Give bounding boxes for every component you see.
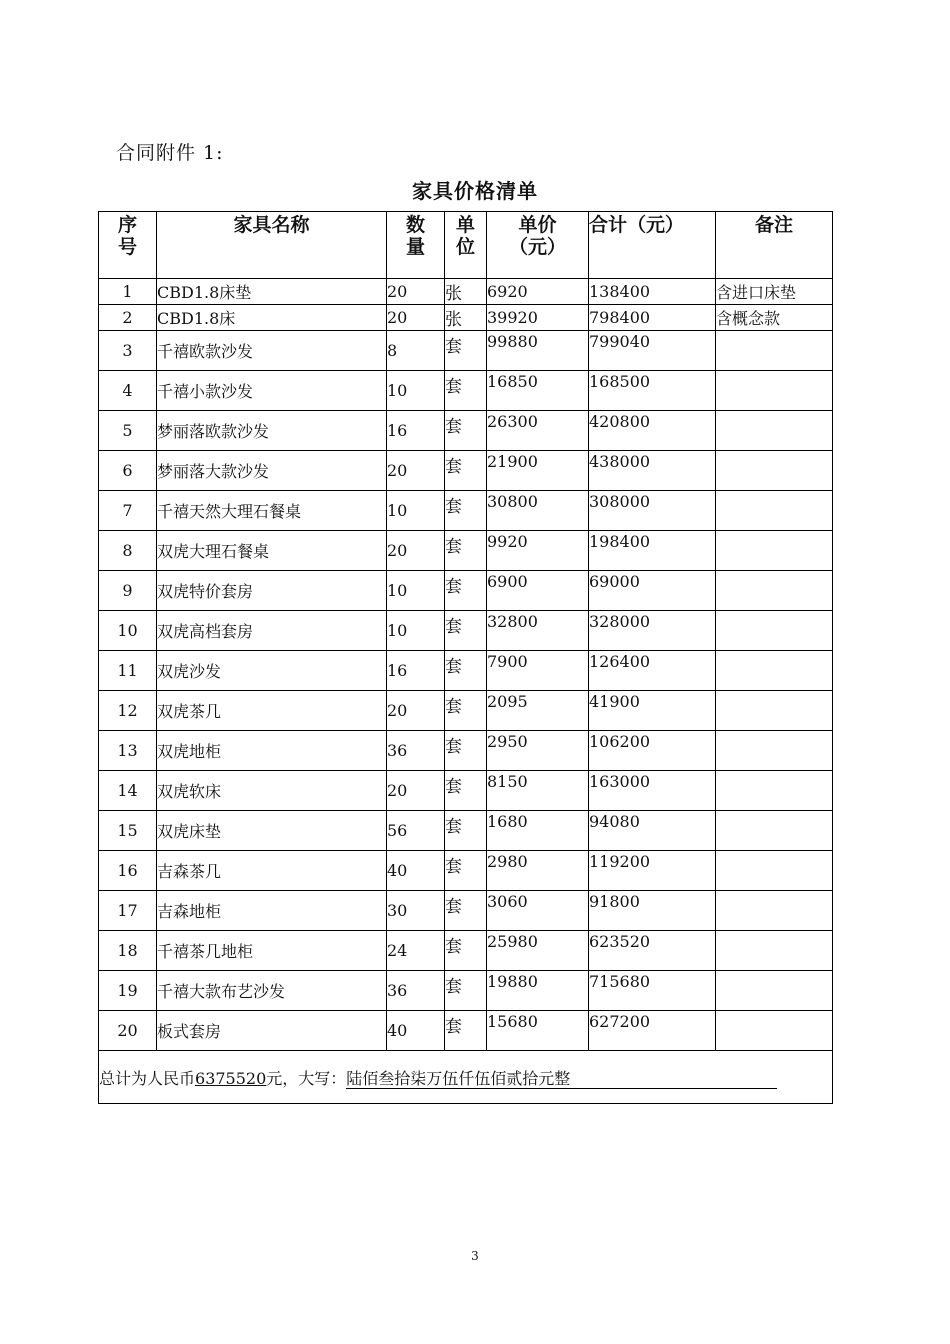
cell-unit-price: 6900: [487, 571, 589, 611]
cell-unit-price: 6920: [487, 279, 589, 305]
cell-unit: 套: [445, 411, 487, 451]
cell-unit-price: 26300: [487, 411, 589, 451]
summary-prefix: 总计为人民币: [99, 1068, 196, 1088]
cell-total: 328000: [589, 611, 716, 651]
cell-unit-price: 2980: [487, 851, 589, 891]
cell-quantity: 20: [387, 279, 445, 305]
cell-note: 含进口床垫: [716, 279, 833, 305]
cell-quantity: 20: [387, 531, 445, 571]
table-row: [99, 691, 833, 731]
header-index-line1: 序: [117, 214, 137, 236]
cell-unit: 套: [445, 531, 487, 571]
table-header-row: [99, 212, 833, 279]
table-row: [99, 771, 833, 811]
cell-note: 含概念款: [716, 305, 833, 331]
cell-total: 438000: [589, 451, 716, 491]
cell-note: [716, 691, 833, 731]
cell-quantity: 20: [387, 305, 445, 331]
cell-total: 106200: [589, 731, 716, 771]
cell-name: 双虎茶几: [157, 691, 387, 731]
cell-unit: 套: [445, 731, 487, 771]
table-row: [99, 451, 833, 491]
cell-unit-price: 19880: [487, 971, 589, 1011]
cell-unit: 套: [445, 1011, 487, 1051]
cell-unit-price: 8150: [487, 771, 589, 811]
cell-name: 吉森茶几: [157, 851, 387, 891]
table-row: [99, 851, 833, 891]
cell-note: [716, 1011, 833, 1051]
cell-quantity: 10: [387, 491, 445, 531]
cell-unit: 套: [445, 571, 487, 611]
table-row: [99, 931, 833, 971]
cell-total: 627200: [589, 1011, 716, 1051]
cell-total: 198400: [589, 531, 716, 571]
document-title: 家具价格清单: [412, 179, 538, 203]
cell-index: 14: [99, 771, 157, 811]
cell-note: [716, 611, 833, 651]
cell-unit-price: 32800: [487, 611, 589, 651]
cell-name: 双虎床垫: [157, 811, 387, 851]
header-index: [99, 212, 157, 279]
cell-name: 千禧小款沙发: [157, 371, 387, 411]
header-note: 备注: [716, 212, 833, 279]
cell-quantity: 20: [387, 451, 445, 491]
cell-note: [716, 371, 833, 411]
cell-index: 12: [99, 691, 157, 731]
cell-note: [716, 651, 833, 691]
cell-name: 千禧欧款沙发: [157, 331, 387, 371]
cell-total: 715680: [589, 971, 716, 1011]
cell-quantity: 8: [387, 331, 445, 371]
table-row: [99, 411, 833, 451]
header-index-line2: 号: [117, 236, 137, 258]
cell-index: 4: [99, 371, 157, 411]
cell-quantity: 20: [387, 691, 445, 731]
table-row: [99, 651, 833, 691]
cell-index: 8: [99, 531, 157, 571]
cell-unit-price: 2950: [487, 731, 589, 771]
cell-quantity: 36: [387, 971, 445, 1011]
cell-note: [716, 531, 833, 571]
cell-index: 1: [99, 279, 157, 305]
table-row: [99, 279, 833, 305]
cell-note: [716, 491, 833, 531]
cell-index: 9: [99, 571, 157, 611]
cell-index: 18: [99, 931, 157, 971]
header-name: 家具名称: [157, 212, 387, 279]
cell-total: 91800: [589, 891, 716, 931]
cell-total: 420800: [589, 411, 716, 451]
furniture-price-table: [98, 211, 833, 1104]
cell-total: 798400: [589, 305, 716, 331]
cell-unit: 套: [445, 811, 487, 851]
table-row: [99, 491, 833, 531]
table-row: [99, 371, 833, 411]
cell-quantity: 20: [387, 771, 445, 811]
cell-quantity: 40: [387, 1011, 445, 1051]
cell-unit: 套: [445, 451, 487, 491]
cell-unit-price: 30800: [487, 491, 589, 531]
cell-total: 94080: [589, 811, 716, 851]
cell-index: 11: [99, 651, 157, 691]
cell-note: [716, 411, 833, 451]
cell-total: 163000: [589, 771, 716, 811]
cell-quantity: 24: [387, 931, 445, 971]
cell-unit-price: 15680: [487, 1011, 589, 1051]
table-row: [99, 971, 833, 1011]
table-row: [99, 811, 833, 851]
cell-note: [716, 931, 833, 971]
cell-unit: 套: [445, 851, 487, 891]
cell-name: CBD1.8床垫: [157, 279, 387, 305]
table-row: [99, 331, 833, 371]
cell-name: 双虎高档套房: [157, 611, 387, 651]
cell-unit-price: 9920: [487, 531, 589, 571]
cell-total: 41900: [589, 691, 716, 731]
header-unit-line1: 单: [455, 214, 475, 236]
header-unit-line2: 位: [455, 236, 475, 258]
cell-quantity: 56: [387, 811, 445, 851]
cell-unit: 套: [445, 371, 487, 411]
cell-note: [716, 731, 833, 771]
cell-index: 3: [99, 331, 157, 371]
cell-total: 69000: [589, 571, 716, 611]
cell-name: 吉森地柜: [157, 891, 387, 931]
cell-unit-price: 1680: [487, 811, 589, 851]
header-unit-price-line2: （元）: [508, 236, 566, 258]
cell-quantity: 36: [387, 731, 445, 771]
cell-unit: 套: [445, 971, 487, 1011]
summary-amount: 6375520: [195, 1068, 267, 1088]
page-number: 3: [471, 1249, 479, 1263]
cell-unit-price: 3060: [487, 891, 589, 931]
cell-index: 10: [99, 611, 157, 651]
cell-index: 13: [99, 731, 157, 771]
cell-index: 19: [99, 971, 157, 1011]
cell-index: 15: [99, 811, 157, 851]
cell-unit-price: 39920: [487, 305, 589, 331]
cell-quantity: 16: [387, 411, 445, 451]
cell-unit: 套: [445, 771, 487, 811]
header-unit-price: [487, 212, 589, 279]
summary-amount-words: 陆佰叁拾柒万伍仟伍佰贰拾元整: [346, 1069, 777, 1089]
cell-name: 板式套房: [157, 1011, 387, 1051]
cell-index: 16: [99, 851, 157, 891]
header-quantity-line1: 数: [405, 214, 425, 236]
cell-unit-price: 2095: [487, 691, 589, 731]
cell-unit-price: 7900: [487, 651, 589, 691]
cell-unit: 套: [445, 691, 487, 731]
cell-unit-price: 25980: [487, 931, 589, 971]
attachment-label: 合同附件 1:: [116, 142, 224, 164]
summary-cell: [99, 1051, 833, 1104]
cell-name: 双虎地柜: [157, 731, 387, 771]
header-quantity-line2: 量: [405, 236, 425, 258]
cell-note: [716, 771, 833, 811]
table-row: [99, 1011, 833, 1051]
cell-name: 梦丽落大款沙发: [157, 451, 387, 491]
cell-unit-price: 16850: [487, 371, 589, 411]
cell-note: [716, 971, 833, 1011]
header-quantity: [387, 212, 445, 279]
cell-name: 双虎大理石餐桌: [157, 531, 387, 571]
cell-unit: 套: [445, 931, 487, 971]
cell-unit: 套: [445, 651, 487, 691]
cell-total: 119200: [589, 851, 716, 891]
cell-total: 623520: [589, 931, 716, 971]
cell-index: 17: [99, 891, 157, 931]
table-row: [99, 611, 833, 651]
cell-index: 5: [99, 411, 157, 451]
cell-quantity: 10: [387, 371, 445, 411]
cell-unit: 套: [445, 491, 487, 531]
cell-name: 双虎沙发: [157, 651, 387, 691]
cell-name: 千禧天然大理石餐桌: [157, 491, 387, 531]
cell-total: 308000: [589, 491, 716, 531]
cell-name: 千禧大款布艺沙发: [157, 971, 387, 1011]
table-row: [99, 531, 833, 571]
cell-note: [716, 451, 833, 491]
cell-unit: 张: [445, 305, 487, 331]
cell-name: 梦丽落欧款沙发: [157, 411, 387, 451]
cell-index: 20: [99, 1011, 157, 1051]
cell-note: [716, 811, 833, 851]
cell-index: 7: [99, 491, 157, 531]
table-row: [99, 731, 833, 771]
table-row: [99, 571, 833, 611]
cell-unit: 张: [445, 279, 487, 305]
cell-total: 138400: [589, 279, 716, 305]
cell-name: CBD1.8床: [157, 305, 387, 331]
header-unit: [445, 212, 487, 279]
cell-name: 双虎特价套房: [157, 571, 387, 611]
cell-note: [716, 851, 833, 891]
header-unit-price-line1: 单价: [518, 214, 557, 236]
table-row: [99, 891, 833, 931]
cell-index: 6: [99, 451, 157, 491]
cell-quantity: 16: [387, 651, 445, 691]
table-body: [99, 279, 833, 1051]
summary-mid: 元，大写：: [266, 1068, 347, 1088]
cell-unit-price: 99880: [487, 331, 589, 371]
cell-total: 799040: [589, 331, 716, 371]
cell-quantity: 10: [387, 611, 445, 651]
cell-total: 168500: [589, 371, 716, 411]
cell-unit: 套: [445, 611, 487, 651]
header-total: 合计（元）: [589, 212, 716, 279]
cell-note: [716, 891, 833, 931]
cell-quantity: 10: [387, 571, 445, 611]
cell-note: [716, 331, 833, 371]
table-row: [99, 305, 833, 331]
cell-total: 126400: [589, 651, 716, 691]
cell-name: 双虎软床: [157, 771, 387, 811]
cell-note: [716, 571, 833, 611]
cell-unit: 套: [445, 891, 487, 931]
cell-name: 千禧茶几地柜: [157, 931, 387, 971]
cell-unit-price: 21900: [487, 451, 589, 491]
cell-quantity: 40: [387, 851, 445, 891]
summary-row: [99, 1051, 833, 1104]
cell-index: 2: [99, 305, 157, 331]
cell-quantity: 30: [387, 891, 445, 931]
cell-unit: 套: [445, 331, 487, 371]
